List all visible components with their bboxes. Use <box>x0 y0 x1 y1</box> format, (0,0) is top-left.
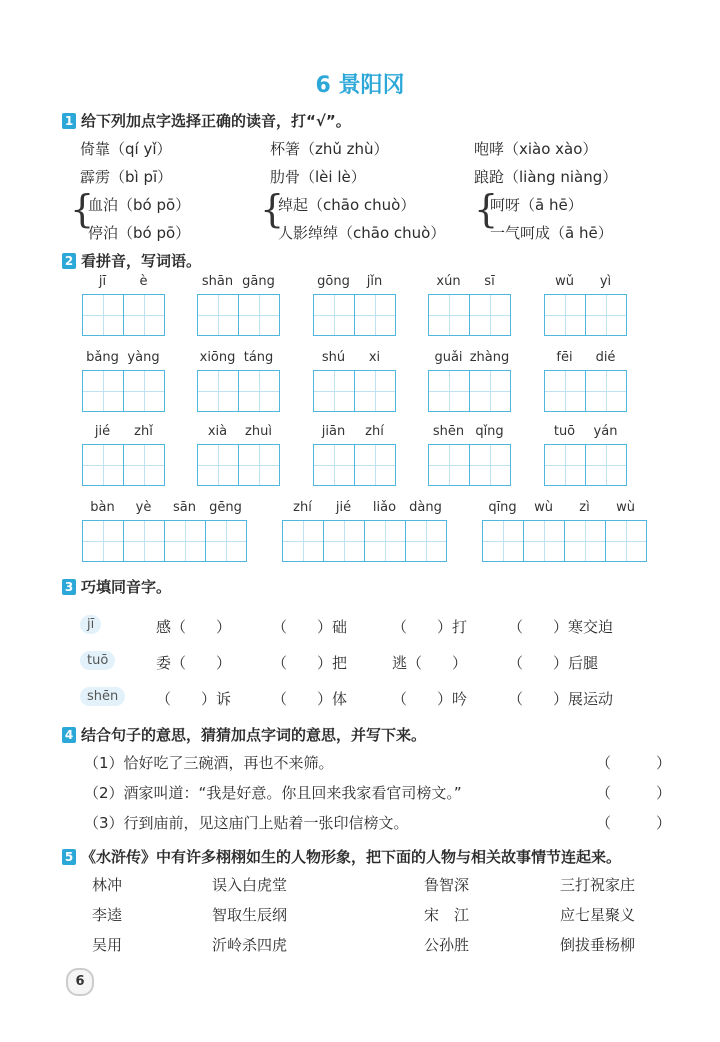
q1-item: 霹雳（bì pī） <box>80 168 173 186</box>
pinyin-syllable: jié <box>94 424 111 439</box>
pinyin-syllable: jié <box>335 500 352 515</box>
q1-item: 肋骨（lèi lè） <box>270 168 366 186</box>
homophone-blank[interactable]: 逃（ ） <box>392 654 468 672</box>
pinyin-syllable: dàng <box>409 500 442 515</box>
writing-cell[interactable] <box>364 520 406 562</box>
pinyin-pill: tuō <box>80 651 115 670</box>
pinyin-prompt <box>82 350 164 365</box>
writing-grid[interactable] <box>82 444 164 486</box>
writing-cell[interactable] <box>585 444 627 486</box>
sentence-line: （2）酒家叫道：“我是好意。你且回来我家看官司榜文。” <box>84 784 462 802</box>
pinyin-prompt <box>197 424 279 439</box>
writing-cell[interactable] <box>428 370 470 412</box>
pinyin-syllable: guǎi <box>434 350 463 365</box>
question-number: 5 <box>62 849 76 865</box>
pinyin-prompt <box>482 500 646 515</box>
pinyin-syllable: yè <box>135 500 152 515</box>
pinyin-syllable: liǎo <box>372 500 397 515</box>
answer-blank[interactable]: （ ） <box>596 784 672 802</box>
writing-cell[interactable] <box>313 444 355 486</box>
homophone-blank[interactable]: （ ）后腿 <box>508 654 599 672</box>
pinyin-prompt <box>313 424 395 439</box>
writing-cell[interactable] <box>605 520 647 562</box>
writing-cell[interactable] <box>428 444 470 486</box>
answer-blank[interactable]: （ ） <box>596 754 672 772</box>
pinyin-syllable: è <box>139 274 148 289</box>
homophone-blank[interactable]: （ ）寒交迫 <box>508 618 614 636</box>
pinyin-syllable: yán <box>593 424 618 439</box>
character-name[interactable]: 鲁智深 <box>424 876 470 894</box>
q1-item: 停泊（bó pō） <box>88 224 191 242</box>
brace-symbol: { <box>260 187 285 231</box>
pinyin-syllable: gāng <box>242 274 275 289</box>
writing-grid[interactable] <box>282 520 446 562</box>
writing-grid[interactable] <box>197 370 279 412</box>
homophone-blank[interactable]: （ ）吟 <box>392 690 468 708</box>
writing-cell[interactable] <box>354 444 396 486</box>
writing-cell[interactable] <box>82 520 124 562</box>
writing-cell[interactable] <box>238 444 280 486</box>
pinyin-syllable: zhuì <box>245 424 272 439</box>
page-number: 6 <box>66 968 94 996</box>
pinyin-syllable: jī <box>98 274 107 289</box>
pinyin-syllable: shú <box>321 350 346 365</box>
question-2-text: 看拼音，写词语。 <box>81 252 202 270</box>
writing-grid[interactable] <box>544 370 626 412</box>
question-1-text: 给下列加点字选择正确的读音，打“√”。 <box>81 112 351 130</box>
brace-symbol: { <box>70 187 95 231</box>
character-name[interactable]: 吴用 <box>92 936 123 954</box>
pinyin-syllable: wù <box>534 500 553 515</box>
pinyin-prompt <box>82 274 164 289</box>
pinyin-syllable: dié <box>595 350 616 365</box>
writing-cell[interactable] <box>313 370 355 412</box>
pinyin-syllable: zhǐ <box>134 424 153 439</box>
homophone-blank[interactable]: 感（ ） <box>156 618 232 636</box>
character-name[interactable]: 宋 江 <box>424 906 470 924</box>
writing-cell[interactable] <box>544 444 586 486</box>
pinyin-syllable: shān <box>201 274 234 289</box>
pinyin-syllable: sī <box>484 274 495 289</box>
writing-cell[interactable] <box>82 444 124 486</box>
story-plot[interactable]: 应七星聚义 <box>560 906 636 924</box>
question-4-text: 结合句子的意思，猜猜加点字词的意思，并写下来。 <box>81 726 427 744</box>
pinyin-pill: jī <box>80 615 101 634</box>
pinyin-prompt <box>428 350 510 365</box>
pinyin-syllable: jiān <box>321 424 346 439</box>
writing-cell[interactable] <box>123 370 165 412</box>
homophone-blank[interactable]: （ ）把 <box>272 654 348 672</box>
homophone-blank[interactable]: （ ）打 <box>392 618 468 636</box>
q1-item: 倚靠（qí yǐ） <box>80 140 172 158</box>
character-name[interactable]: 林冲 <box>92 876 123 894</box>
pinyin-syllable: gōng <box>317 274 350 289</box>
writing-grid[interactable] <box>313 294 395 336</box>
writing-cell[interactable] <box>585 370 627 412</box>
q1-item: 一气呵成（ā hē） <box>490 224 613 242</box>
writing-cell[interactable] <box>197 294 239 336</box>
story-plot[interactable]: 沂岭杀四虎 <box>212 936 288 954</box>
pinyin-syllable: zhí <box>293 500 312 515</box>
writing-cell[interactable] <box>205 520 247 562</box>
pinyin-syllable: yì <box>599 274 612 289</box>
writing-grid[interactable] <box>482 520 646 562</box>
pinyin-syllable: táng <box>243 350 274 365</box>
pinyin-syllable: zhí <box>365 424 384 439</box>
pinyin-prompt <box>544 424 626 439</box>
homophone-blank[interactable]: 委（ ） <box>156 654 232 672</box>
question-3-header <box>62 576 171 597</box>
sentence-line: （1）恰好吃了三碗酒，再也不来筛。 <box>84 754 334 772</box>
homophone-blank[interactable]: （ ）础 <box>272 618 348 636</box>
writing-cell[interactable] <box>564 520 606 562</box>
q1-item: 咆哮（xiào xào） <box>474 140 598 158</box>
writing-cell[interactable] <box>313 294 355 336</box>
q1-item: 杯箸（zhǔ zhù） <box>270 140 389 158</box>
question-1-header <box>62 110 351 131</box>
writing-cell[interactable] <box>469 294 511 336</box>
pinyin-syllable: qīng <box>488 500 517 515</box>
pinyin-prompt <box>544 274 626 289</box>
question-number: 2 <box>62 253 76 269</box>
pinyin-syllable: tuō <box>553 424 576 439</box>
pinyin-prompt <box>313 350 395 365</box>
pinyin-syllable: zì <box>579 500 590 515</box>
pinyin-prompt <box>313 274 395 289</box>
writing-grid[interactable] <box>428 294 510 336</box>
pinyin-syllable: yàng <box>127 350 160 365</box>
homophone-blank[interactable]: （ ）体 <box>272 690 348 708</box>
writing-cell[interactable] <box>323 520 365 562</box>
writing-grid[interactable] <box>82 520 246 562</box>
writing-cell[interactable] <box>544 370 586 412</box>
pinyin-syllable: bàn <box>90 500 115 515</box>
pinyin-prompt <box>544 350 626 365</box>
q1-item: 绰起（chāo chuò） <box>278 196 416 214</box>
brace-symbol: { <box>474 187 499 231</box>
pinyin-syllable: xi <box>368 350 381 365</box>
pinyin-prompt <box>197 350 279 365</box>
writing-grid[interactable] <box>197 294 279 336</box>
pinyin-prompt <box>428 424 510 439</box>
sentence-line: （3）行到庙前，见这庙门上贴着一张印信榜文。 <box>84 814 409 832</box>
writing-cell[interactable] <box>354 294 396 336</box>
writing-cell[interactable] <box>482 520 524 562</box>
pinyin-syllable: bǎng <box>86 350 119 365</box>
pinyin-syllable: gēng <box>209 500 242 515</box>
writing-cell[interactable] <box>238 370 280 412</box>
page-title: 6 景阳冈 <box>315 73 405 98</box>
q1-item: 人影绰绰（chāo chuò） <box>278 224 446 242</box>
pinyin-syllable: shēn <box>432 424 465 439</box>
writing-cell[interactable] <box>585 294 627 336</box>
pinyin-syllable: qǐng <box>475 424 504 439</box>
writing-grid[interactable] <box>544 294 626 336</box>
answer-blank[interactable]: （ ） <box>596 814 672 832</box>
question-4-header <box>62 724 426 745</box>
writing-cell[interactable] <box>405 520 447 562</box>
question-2-header <box>62 250 201 271</box>
writing-cell[interactable] <box>238 294 280 336</box>
homophone-blank[interactable]: （ ）诉 <box>156 690 232 708</box>
story-plot[interactable]: 倒拔垂杨柳 <box>560 936 636 954</box>
writing-grid[interactable] <box>428 444 510 486</box>
pinyin-syllable: xià <box>207 424 228 439</box>
writing-grid[interactable] <box>313 370 395 412</box>
question-number: 4 <box>62 727 76 743</box>
pinyin-syllable: jǐn <box>366 274 383 289</box>
writing-cell[interactable] <box>197 370 239 412</box>
q1-item: 踉跄（liàng niàng） <box>474 168 618 186</box>
writing-grid[interactable] <box>197 444 279 486</box>
pinyin-prompt <box>82 424 164 439</box>
writing-cell[interactable] <box>469 370 511 412</box>
writing-cell[interactable] <box>523 520 565 562</box>
writing-cell[interactable] <box>354 370 396 412</box>
question-number: 3 <box>62 579 76 595</box>
question-number: 1 <box>62 113 76 129</box>
pinyin-syllable: xún <box>436 274 461 289</box>
writing-grid[interactable] <box>82 294 164 336</box>
q1-item: 血泊（bó pō） <box>88 196 191 214</box>
question-5-header <box>62 846 621 867</box>
pinyin-syllable: zhàng <box>469 350 510 365</box>
pinyin-syllable: fēi <box>556 350 573 365</box>
pinyin-syllable: sān <box>173 500 196 515</box>
writing-cell[interactable] <box>197 444 239 486</box>
writing-grid[interactable] <box>428 370 510 412</box>
writing-cell[interactable] <box>123 444 165 486</box>
homophone-blank[interactable]: （ ）展运动 <box>508 690 614 708</box>
writing-cell[interactable] <box>164 520 206 562</box>
writing-grid[interactable] <box>544 444 626 486</box>
question-5-text: 《水浒传》中有许多栩栩如生的人物形象，把下面的人物与相关故事情节连起来。 <box>81 848 622 866</box>
writing-cell[interactable] <box>82 370 124 412</box>
pinyin-prompt <box>82 500 246 515</box>
pinyin-syllable: wù <box>616 500 635 515</box>
pinyin-prompt <box>197 274 279 289</box>
writing-cell[interactable] <box>428 294 470 336</box>
pinyin-pill: shēn <box>80 687 125 706</box>
writing-cell[interactable] <box>82 294 124 336</box>
writing-cell[interactable] <box>282 520 324 562</box>
story-plot[interactable]: 三打祝家庄 <box>560 876 636 894</box>
character-name[interactable]: 公孙胜 <box>424 936 470 954</box>
story-plot[interactable]: 智取生辰纲 <box>212 906 288 924</box>
story-plot[interactable]: 误入白虎堂 <box>212 876 288 894</box>
q1-item: 呵呀（ā hē） <box>490 196 583 214</box>
writing-cell[interactable] <box>469 444 511 486</box>
pinyin-syllable: wǔ <box>555 274 574 289</box>
writing-grid[interactable] <box>82 370 164 412</box>
pinyin-syllable: xiōng <box>199 350 236 365</box>
pinyin-prompt <box>428 274 510 289</box>
writing-cell[interactable] <box>544 294 586 336</box>
writing-grid[interactable] <box>313 444 395 486</box>
pinyin-prompt <box>282 500 446 515</box>
question-3-text: 巧填同音字。 <box>81 578 172 596</box>
writing-cell[interactable] <box>123 520 165 562</box>
writing-cell[interactable] <box>123 294 165 336</box>
character-name[interactable]: 李逵 <box>92 906 123 924</box>
